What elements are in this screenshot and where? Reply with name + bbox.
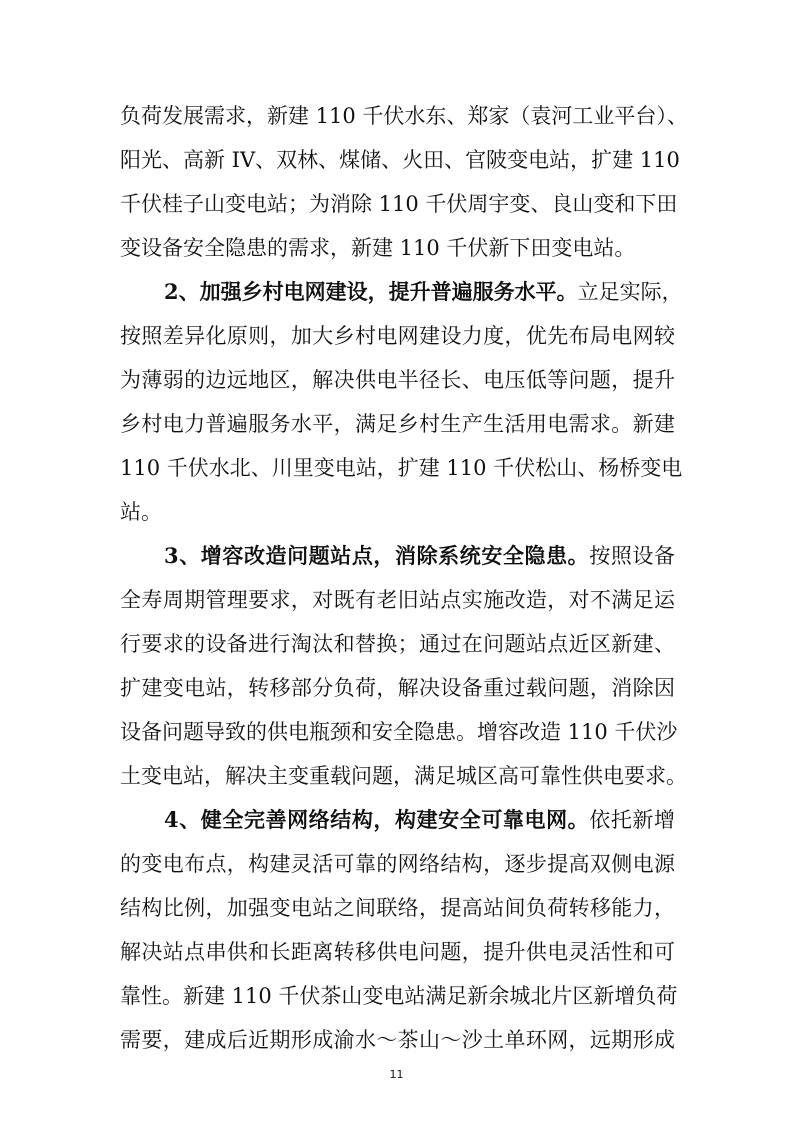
text-line: 阳光、高新 IV、双林、煤储、火田、官陂变电站，扩建 110 <box>120 148 680 172</box>
text-line: 解决站点串供和长距离转移供电问题，提升供电灵活性和可 <box>120 940 675 964</box>
text-line: 站。 <box>120 500 162 524</box>
section-4-heading: 4、健全完善网络结构，构建安全可靠电网。 <box>164 807 590 832</box>
text-line: 结构比例，加强变电站之间联络，提高站间负荷转移能力， <box>120 896 675 920</box>
text-line: 为薄弱的边远地区，解决供电半径长、电压低等问题，提升 <box>120 368 675 392</box>
text-line: 行要求的设备进行淘汰和替换；通过在问题站点近区新建、 <box>120 632 675 656</box>
section-2-heading-line <box>164 272 683 312</box>
text-line: 扩建变电站，转移部分负荷，解决设备重过载问题，消除因 <box>120 676 675 700</box>
section-3-lead-text: 按照设备 <box>589 544 675 568</box>
page-number: 11 <box>389 1068 404 1081</box>
text-line: 负荷发展需求，新建 110 千伏水东、郑家（袁河工业平台）、 <box>120 104 688 128</box>
section-2-heading: 2、加强乡村电网建设，提升普遍服务水平。 <box>164 279 578 304</box>
text-line: 的变电布点，构建灵活可靠的网络结构，逐步提高双侧电源 <box>120 852 675 876</box>
text-line: 千伏桂子山变电站；为消除 110 千伏周宇变、良山变和下田 <box>120 192 678 216</box>
text-line: 靠性。新建 110 千伏茶山变电站满足新余城北片区新增负荷 <box>120 984 678 1008</box>
text-line: 需要，建成后近期形成渝水～茶山～沙土单环网，远期形成 <box>120 1028 675 1052</box>
section-2-lead-text: 立足实际， <box>577 280 683 304</box>
section-4-lead-text: 依托新增 <box>589 808 675 832</box>
text-line: 110 千伏水北、川里变电站，扩建 110 千伏松山、杨桥变电 <box>120 456 683 480</box>
text-line: 变设备安全隐患的需求，新建 110 千伏新下田变电站。 <box>120 236 636 260</box>
section-3-heading-line <box>164 536 675 576</box>
text-line: 设备问题导致的供电瓶颈和安全隐患。增容改造 110 千伏沙 <box>120 720 678 744</box>
text-line: 土变电站，解决主变重载问题，满足城区高可靠性供电要求。 <box>120 764 687 788</box>
text-line: 全寿周期管理要求，对既有老旧站点实施改造，对不满足运 <box>120 588 675 612</box>
section-4-heading-line <box>164 800 675 840</box>
text-line: 乡村电力普遍服务水平，满足乡村生产生活用电需求。新建 <box>120 412 675 436</box>
section-3-heading: 3、增容改造问题站点，消除系统安全隐患。 <box>164 543 590 568</box>
text-line: 按照差异化原则，加大乡村电网建设力度，优先布局电网较 <box>120 324 675 348</box>
